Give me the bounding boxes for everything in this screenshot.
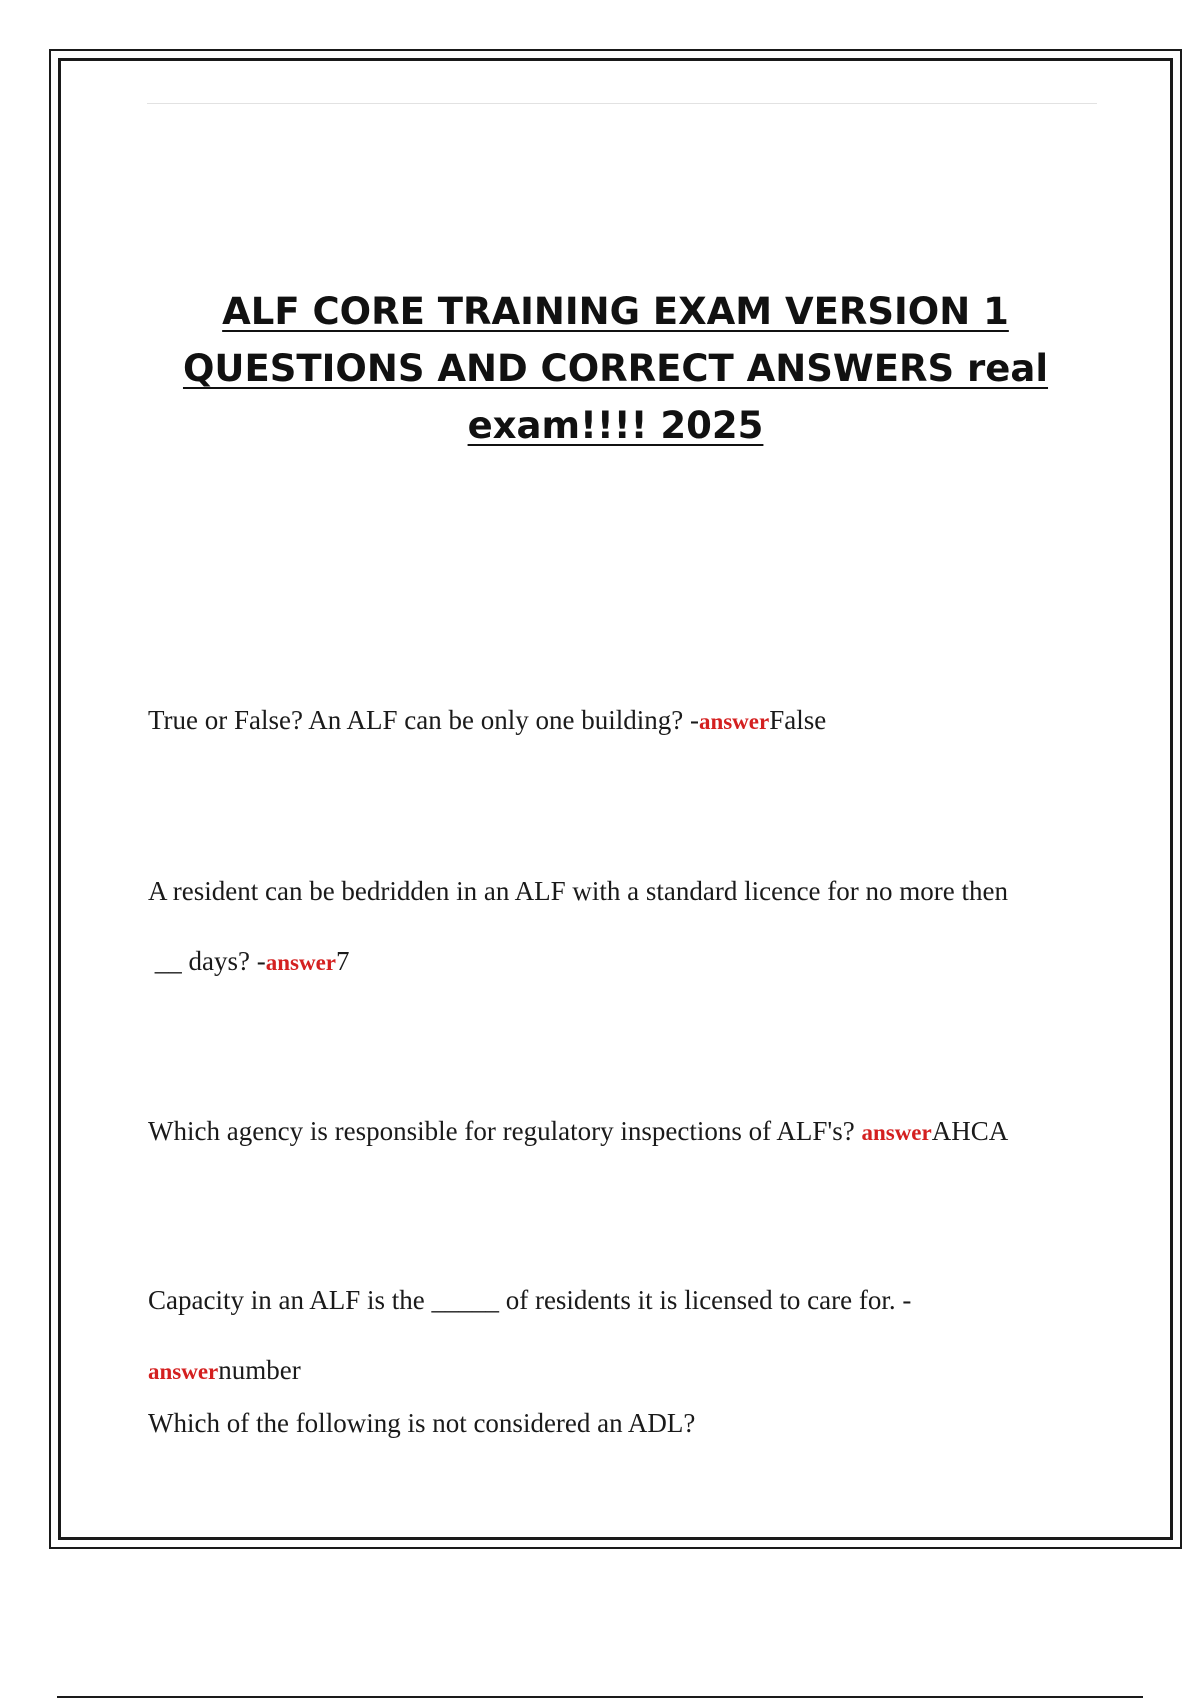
answer-tag-2: answer — [265, 950, 336, 975]
qa-item-2-continued — [148, 943, 1130, 981]
footer-rule — [57, 1696, 1143, 1698]
answer-tag-4: answer — [148, 1359, 219, 1384]
page-outer-border — [49, 49, 1182, 1549]
qa-item-2 — [148, 873, 1130, 909]
answer-2: 7 — [336, 946, 350, 976]
header-rule — [147, 103, 1097, 104]
title-line-2: QUESTIONS AND CORRECT ANSWERS real — [182, 347, 1049, 390]
qa-item-1 — [148, 702, 1130, 740]
answer-1: False — [769, 705, 827, 735]
answer-3: AHCA — [931, 1116, 1009, 1146]
qa-item-3 — [148, 1113, 1130, 1151]
question-2-line-1: A resident can be bedridden in an ALF with a standard licence for no more then — [148, 876, 1008, 906]
question-3: Which agency is responsible for regulatory inspections of ALF's? — [148, 1116, 862, 1146]
question-4: Capacity in an ALF is the _____ of residents it is licensed to care for. - — [148, 1285, 912, 1315]
qa-item-5 — [148, 1405, 1130, 1441]
answer-tag-1: answer — [698, 709, 770, 734]
title-line-3: exam!!!! 2025 — [467, 404, 764, 447]
qa-item-4-continued — [148, 1352, 1130, 1390]
question-2-line-2: __ days? - — [148, 946, 266, 976]
qa-item-4 — [148, 1282, 1130, 1318]
question-1: True or False? An ALF can be only one building? - — [148, 705, 699, 735]
title-line-1: ALF CORE TRAINING EXAM VERSION 1 — [222, 290, 1009, 333]
document-title — [121, 283, 1110, 454]
answer-tag-3: answer — [861, 1120, 932, 1145]
answer-4: number — [218, 1355, 301, 1385]
page-inner-border — [58, 58, 1173, 1540]
question-5: Which of the following is not considered an ADL? — [148, 1408, 696, 1438]
